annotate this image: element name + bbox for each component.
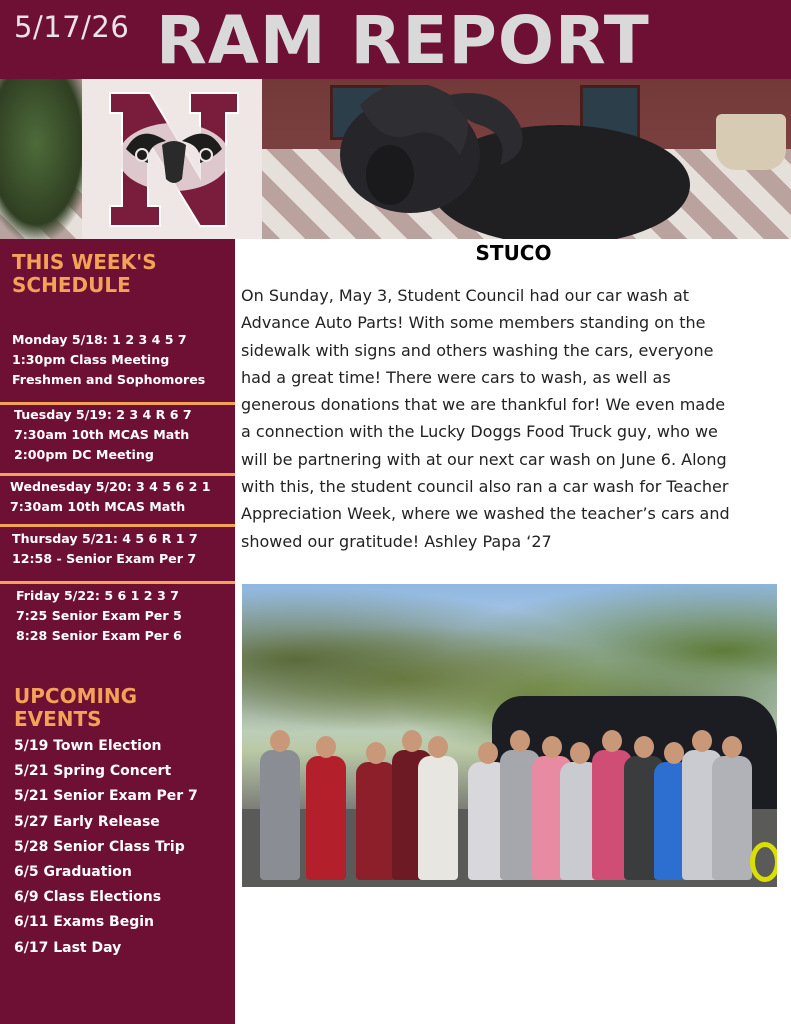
article-line: had a great time! There were cars to wash, as well as xyxy=(241,367,671,387)
event-item: 5/27 Early Release xyxy=(14,813,160,830)
schedule-line: Friday 5/22: 5 6 1 2 3 7 xyxy=(16,588,179,603)
planter-pot xyxy=(716,114,786,170)
photo-person-head xyxy=(570,742,590,764)
event-item: 6/11 Exams Begin xyxy=(14,914,154,931)
schedule-divider xyxy=(0,473,235,476)
article-line: generous donations that we are thankful for! We even made xyxy=(241,395,726,415)
school-logo-sign xyxy=(82,79,262,239)
photo-person xyxy=(356,762,396,880)
article-line: showed our gratitude! Ashley Papa ‘27 xyxy=(241,531,552,551)
masthead xyxy=(0,0,791,79)
schedule-line: 7:25 Senior Exam Per 5 xyxy=(16,608,182,623)
article-heading: STUCO xyxy=(475,241,552,265)
events-heading-line: EVENTS xyxy=(14,707,102,731)
schedule-day-friday xyxy=(16,586,182,646)
event-item: 5/21 Senior Exam Per 7 xyxy=(14,788,198,805)
schedule-heading-line: THIS WEEK'S xyxy=(12,250,157,274)
sidebar xyxy=(0,239,235,1024)
photo-person xyxy=(712,756,752,880)
photo-person-head xyxy=(510,730,530,752)
schedule-day-thursday xyxy=(12,529,198,569)
article-line: sidewalk with signs and others washing the cars, everyone xyxy=(241,340,714,360)
article-line: with this, the student council also ran a car wash for Teacher xyxy=(241,477,729,497)
events-heading xyxy=(14,685,224,731)
photo-person-head xyxy=(542,736,562,758)
schedule-heading xyxy=(12,251,222,297)
schedule-divider xyxy=(0,524,235,527)
schedule-line: Tuesday 5/19: 2 3 4 R 6 7 xyxy=(14,407,192,422)
photo-person-head xyxy=(634,736,654,758)
photo-person-head xyxy=(602,730,622,752)
schedule-line: 12:58 - Senior Exam Per 7 xyxy=(12,551,197,566)
photo-person-head xyxy=(270,730,290,752)
schedule-line: Freshmen and Sophomores xyxy=(12,372,206,387)
schedule-divider xyxy=(0,581,235,584)
photo-person-head xyxy=(366,742,386,764)
article-line: Appreciation Week, where we washed the teacher’s cars and xyxy=(241,504,730,524)
events-list xyxy=(14,734,198,961)
photo-person xyxy=(306,756,346,880)
schedule-line: Monday 5/18: 1 2 3 4 5 7 xyxy=(12,332,187,347)
schedule-line: 1:30pm Class Meeting xyxy=(12,352,170,367)
photo-person-head xyxy=(316,736,336,758)
schedule-line: Thursday 5/21: 4 5 6 R 1 7 xyxy=(12,531,198,546)
group-photo xyxy=(242,584,777,887)
schedule-line: 7:30am 10th MCAS Math xyxy=(10,499,186,514)
photo-hose xyxy=(750,842,777,882)
schedule-line: 7:30am 10th MCAS Math xyxy=(14,427,190,442)
schedule-heading-line: SCHEDULE xyxy=(12,273,131,297)
schedule-line: Wednesday 5/20: 3 4 5 6 2 1 xyxy=(10,479,211,494)
photo-person-head xyxy=(478,742,498,764)
event-item: 5/28 Senior Class Trip xyxy=(14,838,185,855)
photo-person-head xyxy=(692,730,712,752)
event-item: 6/9 Class Elections xyxy=(14,889,162,906)
photo-person xyxy=(418,756,458,880)
article-line: Advance Auto Parts! With some members standing on the xyxy=(241,313,706,333)
ram-statue-icon xyxy=(330,85,700,239)
article-body xyxy=(241,282,781,555)
schedule-day-monday xyxy=(12,330,205,390)
article-line: On Sunday, May 3, Student Council had our car wash at xyxy=(241,286,690,305)
schedule-day-wednesday xyxy=(10,477,211,517)
photo-person-head xyxy=(402,730,422,752)
plant-decoration xyxy=(0,79,90,239)
event-item: 5/21 Spring Concert xyxy=(14,763,172,780)
article-line: a connection with the Lucky Doggs Food Truck guy, who we xyxy=(241,422,718,442)
photo-person-head xyxy=(428,736,448,758)
schedule-line: 8:28 Senior Exam Per 6 xyxy=(16,628,182,643)
event-item: 6/17 Last Day xyxy=(14,939,122,956)
schedule-line: 2:00pm DC Meeting xyxy=(14,447,154,462)
event-item: 6/5 Graduation xyxy=(14,863,132,880)
newsletter-title: RAM REPORT xyxy=(156,2,650,79)
schedule-day-tuesday xyxy=(14,405,192,465)
issue-date: 5/17/26 xyxy=(14,10,130,44)
photo-person xyxy=(260,750,300,880)
n-ram-logo-icon xyxy=(104,87,244,232)
photo-person-head xyxy=(664,742,684,764)
article-line: will be partnering with at our next car wash on June 6. Along xyxy=(241,449,727,469)
photo-person-head xyxy=(722,736,742,758)
event-item: 5/19 Town Election xyxy=(14,738,162,754)
banner-photo xyxy=(0,79,791,239)
events-heading-line: UPCOMING xyxy=(14,684,138,708)
